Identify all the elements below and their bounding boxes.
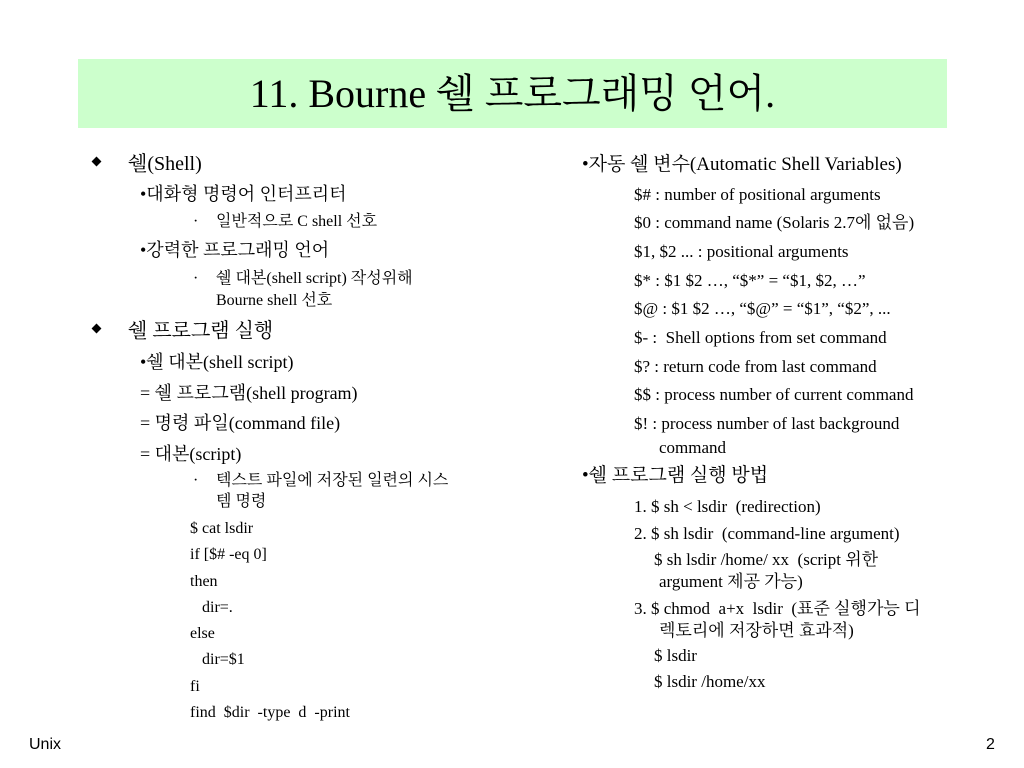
diamond-bullet-icon — [92, 157, 102, 167]
text-file-line-1: 텍스트 파일에 저장된 일련의 시스 — [216, 472, 449, 489]
var-item: $1, $2 ... : positional arguments — [634, 242, 849, 261]
csh-pref-item: 일반적으로 C shell 선호 — [216, 213, 378, 230]
method-item: 2. $ sh lsdir (command-line argument) — [634, 524, 900, 543]
method-item: 1. $ sh < lsdir (redirection) — [634, 497, 821, 516]
var-item: $@ : $1 $2 …, “$@” = “$1”, “$2”, ... — [634, 299, 891, 318]
powerful-item: •강력한 프로그래밍 언어 — [140, 240, 330, 260]
code-line: find $dir -type d -print — [190, 704, 350, 721]
code-line: then — [190, 573, 218, 590]
method-item: $ lsdir /home/xx — [654, 672, 766, 691]
dot-bullet-icon: · — [193, 213, 199, 230]
command-file-item: = 명령 파일(command file) — [140, 413, 341, 433]
code-line: dir=$1 — [190, 651, 245, 668]
code-line: dir=. — [190, 599, 233, 616]
var-item: $? : return code from last command — [634, 357, 877, 376]
method-item-continued: 렉토리에 저장하면 효과적) — [659, 621, 854, 640]
shell-heading: 쉘(Shell) — [128, 153, 202, 175]
title-banner — [78, 59, 947, 128]
var-item: $- : Shell options from set command — [634, 328, 887, 347]
var-item-continued: command — [659, 438, 727, 457]
script-write-line-2: Bourne shell 선호 — [216, 292, 333, 309]
var-item: $0 : command name (Solaris 2.7에 없음) — [634, 213, 915, 232]
code-line: fi — [190, 678, 200, 695]
exec-methods-heading: •쉘 프로그램 실행 방법 — [582, 465, 769, 486]
exec-heading: 쉘 프로그램 실행 — [128, 320, 274, 342]
method-item-continued: argument 제공 가능) — [659, 572, 803, 591]
code-line: else — [190, 625, 215, 642]
dot-bullet-icon: · — [193, 472, 199, 489]
code-line: $ cat lsdir — [190, 520, 254, 537]
footer-label: Unix — [29, 736, 62, 753]
script2-item: = 대본(script) — [140, 444, 242, 464]
var-item: $* : $1 $2 …, “$*” = “$1, $2, …” — [634, 271, 866, 290]
program-item: = 쉘 프로그램(shell program) — [140, 383, 358, 403]
script-item: •쉘 대본(shell script) — [140, 352, 294, 372]
method-item: 3. $ chmod a+x lsdir (표준 실행가능 디 — [634, 599, 921, 618]
script-write-line-1: 쉘 대본(shell script) 작성위해 — [216, 270, 413, 287]
code-line: if [$# -eq 0] — [190, 546, 267, 563]
page-number: 2 — [986, 736, 995, 753]
auto-vars-heading: •자동 쉘 변수(Automatic Shell Variables) — [582, 154, 902, 175]
slide-title: 11. Bourne 쉘 프로그래밍 언어. — [249, 71, 776, 116]
text-file-line-2: 템 명령 — [216, 493, 267, 510]
method-item: $ lsdir — [654, 646, 697, 665]
var-item: $# : number of positional arguments — [634, 185, 881, 204]
method-item: $ sh lsdir /home/ xx (script 위한 — [654, 550, 879, 569]
diamond-bullet-icon — [92, 324, 102, 334]
interactive-item: •대화형 명령어 인터프리터 — [140, 184, 347, 204]
var-item: $$ : process number of current command — [634, 385, 914, 404]
var-item: $! : process number of last background — [634, 414, 900, 433]
dot-bullet-icon: · — [193, 270, 199, 287]
